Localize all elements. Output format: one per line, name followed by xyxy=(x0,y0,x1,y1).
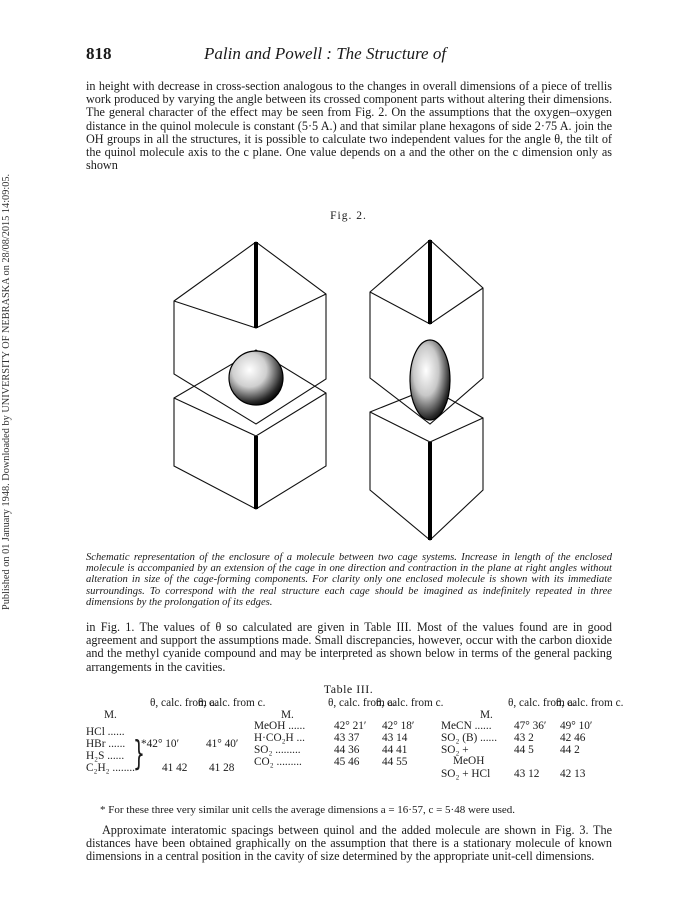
grouping-brace: } xyxy=(133,734,145,774)
row-theta-c: 42 46 xyxy=(560,732,586,744)
row-theta-c: 41 28 xyxy=(209,762,235,774)
header-m-3: M. xyxy=(480,709,493,721)
row-m: HBr ...... xyxy=(86,738,126,750)
row-theta-a: 44 5 xyxy=(514,744,534,756)
row-theta-c: 43 14 xyxy=(382,732,408,744)
row-theta-c: 44 55 xyxy=(382,756,408,768)
header-theta-a: θ, calc. from a. xyxy=(150,697,218,709)
shared-theta-a: *42° 10′ xyxy=(141,738,180,750)
row-theta-a: 43 12 xyxy=(514,768,540,780)
row-theta-c: 44 41 xyxy=(382,744,408,756)
page-header xyxy=(86,44,606,66)
table-footnote: * For these three very similar unit cells the average dimensions a = 16·57, c = 5·48 were used. xyxy=(100,804,516,816)
shared-theta-c: 41° 40′ xyxy=(206,738,239,750)
row-theta-c: 44 2 xyxy=(560,744,580,756)
paragraph-2: in Fig. 1. The values of θ so calculated are given in Table III. Most of the values found are in good agreement and support the assumptions made. Small discrepancies, however, occur with the carbon dioxide and the methyl cyanide compound and may be interpreted as shown below in terms of the general packing arrangements in the cavities. xyxy=(86,620,612,674)
download-side-note xyxy=(1,50,15,610)
header-m-2: M. xyxy=(281,709,294,721)
row-m: C₂H₂ ........ xyxy=(86,762,135,774)
row-theta-c: 42° 18′ xyxy=(382,720,415,732)
header-m: M. xyxy=(104,709,117,721)
row-m: HCl ...... xyxy=(86,726,125,738)
paragraph-1: in height with decrease in cross-section analogous to the changes in overall dimensions of a piece of trellis work produced by varying the angle between its crossed component parts without altering their dimensions. The general character of the effect may be seen from Fig. 2. On the assumptions that the oxygen–oxygen distance in the quinol molecule is constant (5·5 A.) and that similar plane hexagons of side 2·75 A. join the OH groups in all the structures, it is possible to calculate two independent values for the angle θ, the tilt of the quinol molecule axis to the c plane. One value depends on a and the other on the c dimension only as shown xyxy=(86,79,612,173)
row-m: SO₂ ......... xyxy=(254,744,301,756)
header-theta-c-3: θ, calc. from c. xyxy=(556,697,624,709)
figure-caption: Schematic representation of the enclosure of a molecule between two cage systems. Increase in length of the enclosed molecule is accompanied by an extension of the cage in one direction and contraction in the plane at right angles without alteration in size of the cage-forming components. For clarity only one enclosed molecule is shown with its immediate surroundings. To correspond with the real structure each cage should be imagined as indefinitely repeated in three dimensions by the prolongation of its edges. xyxy=(86,552,612,608)
row-theta-c: 42 13 xyxy=(560,768,586,780)
header-theta-c: θ, calc. from c. xyxy=(198,697,266,709)
enclosed-molecule-ellipsoid xyxy=(410,340,450,420)
page-number: 818 xyxy=(86,44,112,63)
row-theta-a: 42° 21′ xyxy=(334,720,367,732)
running-title: Palin and Powell : The Structure of xyxy=(204,44,447,63)
row-theta-a: 43 2 xyxy=(514,732,534,744)
row-m: SO₂ + xyxy=(441,744,469,756)
row-theta-a: 41 42 xyxy=(162,762,188,774)
cage-schematic-figure xyxy=(160,228,550,546)
enclosed-molecule-sphere xyxy=(229,351,283,405)
figure-label: Fig. 2. xyxy=(330,210,367,222)
download-side-note-text: Published on 01 January 1948. Downloaded by UNIVERSITY OF NEBRASKA on 28/08/2015 14:09:05. xyxy=(1,173,12,610)
row-m: SO₂ (B) ...... xyxy=(441,732,498,744)
row-m: SO₂ + HCl xyxy=(441,768,491,780)
table-title: Table III. xyxy=(323,682,374,696)
paragraph-3: Approximate interatomic spacings between quinol and the added molecule are shown in Fig. 3. The distances have been obtained graphically on the assumption that there is a stationary molecule of known dimensions in a central position in the cavity of size determined by the appropriate unit-cell dimensions. xyxy=(86,823,612,864)
header-theta-a-2: θ, calc. from a. xyxy=(328,697,396,709)
row-m: MeOH ...... xyxy=(254,720,306,732)
row-m: MeCN ...... xyxy=(441,720,492,732)
header-theta-a-3: θ, calc. from a. xyxy=(508,697,576,709)
header-theta-c-2: θ, calc. from c. xyxy=(376,697,444,709)
row-theta-a: 47° 36′ xyxy=(514,720,547,732)
row-theta-c: 49° 10′ xyxy=(560,720,593,732)
row-m: CO₂ ......... xyxy=(254,756,302,768)
row-theta-a: 43 37 xyxy=(334,732,360,744)
row-m: MeOH xyxy=(453,755,485,767)
row-m: H·CO₂H ... xyxy=(254,732,306,744)
row-theta-a: 44 36 xyxy=(334,744,360,756)
row-theta-a: 45 46 xyxy=(334,756,360,768)
row-m: H₂S ...... xyxy=(86,750,125,762)
